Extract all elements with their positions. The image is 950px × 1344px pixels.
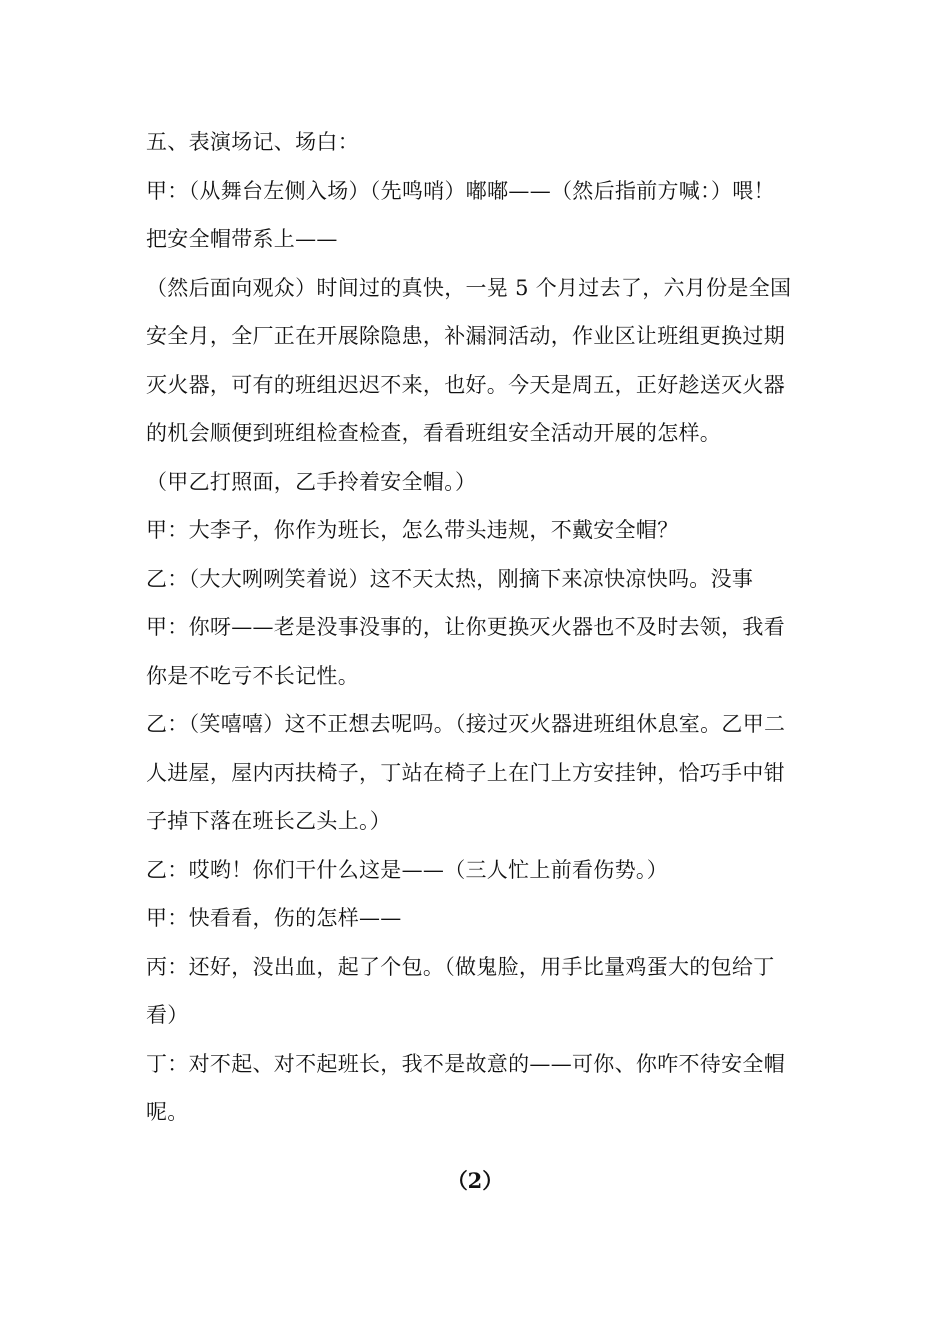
text-line: 的机会顺便到班组检查检查，看看班组安全活动开展的怎样。	[146, 421, 722, 445]
text-line: 乙：（大大咧咧笑着说）这不天太热，刚摘下来凉快凉快吗。没事	[146, 566, 754, 591]
text-line: 你是不吃亏不长记性。	[146, 663, 359, 688]
text-line: 乙：哎哟！你们干什么这是——（三人忙上前看伤势。）	[146, 857, 668, 882]
text-line: （然后面向观众）时间过的真快，一晃 5 个月过去了，六月份是全国	[146, 275, 792, 300]
text-line: 乙：（笑嘻嘻）这不正想去呢吗。（接过灭火器进班组休息室。乙甲二	[146, 712, 786, 736]
text-line: 看）	[146, 1003, 189, 1027]
text-line: 安全月，全厂正在开展除隐患，补漏洞活动，作业区让班组更换过期	[146, 324, 785, 348]
text-line: 子掉下落在班长乙头上。）	[146, 809, 392, 833]
text-line: 呢。	[146, 1100, 189, 1124]
text-line: （甲乙打照面，乙手拎着安全帽。）	[146, 469, 477, 494]
text-line: 甲：你呀——老是没事没事的，让你更换灭火器也不及时去领，我看	[146, 615, 785, 639]
text-line: 丁：对不起、对不起班长，我不是故意的——可你、你咋不待安全帽	[146, 1051, 785, 1076]
text-line: 五、表演场记、场白：	[146, 130, 359, 154]
text-line: 灭火器，可有的班组迟迟不来，也好。今天是周五，正好趁送灭火器	[146, 372, 785, 397]
text-line: 甲：（从舞台左侧入场）（先鸣哨）嘟嘟——（然后指前方喊：）喂！	[146, 178, 775, 203]
page-number: （2）	[446, 1168, 504, 1193]
text-line: 把安全帽带系上——	[146, 227, 338, 251]
script-text	[146, 118, 811, 1137]
text-line: 甲：大李子，你作为班长，怎么带头违规，不戴安全帽？	[146, 518, 679, 542]
text-line: 丙：还好，没出血，起了个包。（做鬼脸，用手比量鸡蛋大的包给丁	[146, 954, 775, 979]
text-line: 人进屋，屋内丙扶椅子，丁站在椅子上在门上方安挂钟，恰巧手中钳	[146, 760, 785, 785]
text-line: 甲：快看看，伤的怎样——	[146, 906, 402, 930]
